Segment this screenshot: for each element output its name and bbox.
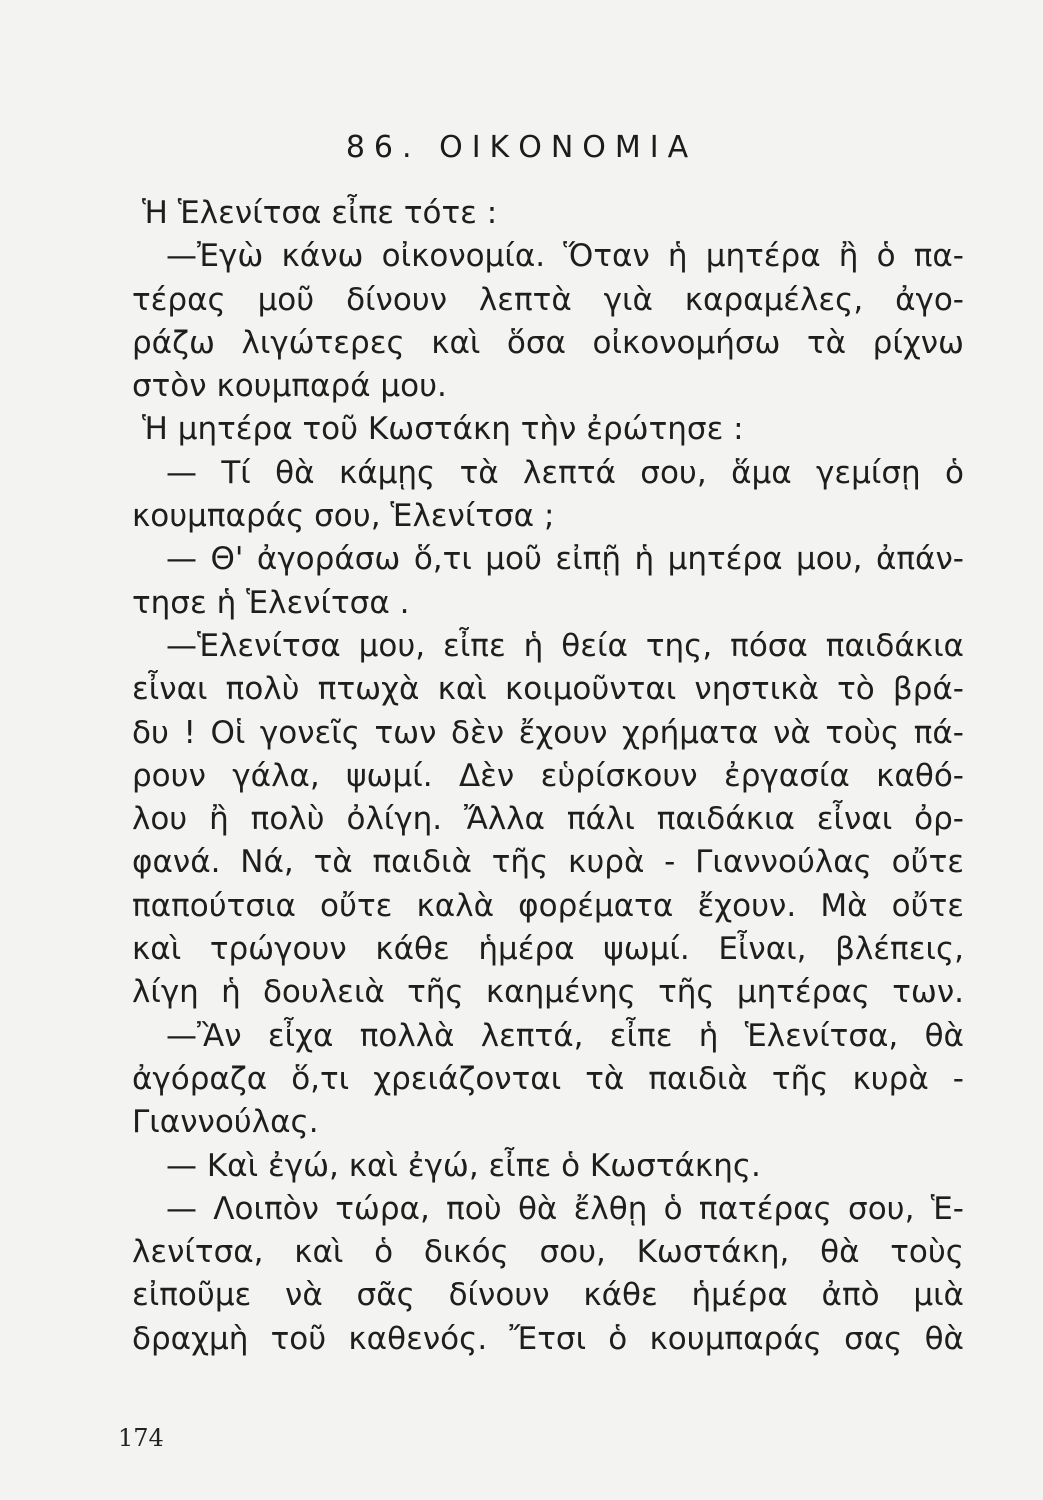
text-line: εἶναι πολὺ πτωχὰ καὶ κοιμοῦνται νηστικὰ τὸ βρά- [132, 671, 964, 708]
text-line: — Λοιπὸν τώρα, ποὺ θὰ ἔλθῃ ὁ πατέρας σου, Ἑ- [166, 1190, 964, 1227]
text-line: —Ἑλενίτσα μου, εἶπε ἡ θεία της, πόσα παιδάκια [166, 627, 964, 664]
text-line: — Τί θὰ κάμῃς τὰ λεπτά σου, ἅμα γεμίσῃ ὁ [166, 454, 964, 491]
text-line: φανά. Νά, τὰ παιδιὰ τῆς κυρὰ - Γιαννούλας οὔτε [132, 844, 964, 881]
page-number: 174 [118, 1424, 164, 1452]
text-line: καὶ τρώγουν κάθε ἡμέρα ψωμί. Εἶναι, βλέπεις, [132, 931, 964, 968]
text-line: —Ἂν εἶχα πολλὰ λεπτά, εἶπε ἡ Ἑλενίτσα, θὰ [166, 1017, 964, 1054]
text-line: εἰποῦμε νὰ σᾶς δίνουν κάθε ἡμέρα ἀπὸ μιὰ [132, 1277, 964, 1314]
text-line: — Καὶ ἐγώ, καὶ ἐγώ, εἶπε ὁ Κωστάκης. [166, 1147, 761, 1184]
text-line: Γιαννούλας. [132, 1104, 319, 1141]
text-line: στὸν κουμπαρά μου. [132, 368, 447, 405]
text-line: δυ ! Οἱ γονεῖς των δὲν ἔχουν χρήματα νὰ τοὺς πά- [132, 714, 964, 751]
text-line: —Ἐγὼ κάνω οἰκονομία. Ὅταν ἡ μητέρα ἢ ὁ πα- [166, 238, 964, 275]
text-line: λίγη ἡ δουλειὰ τῆς καημένης τῆς μητέρας των. [132, 974, 964, 1011]
text-line: Ἡ Ἑλενίτσα εἶπε τότε : [142, 195, 498, 231]
text-line: κουμπαράς σου, Ἑλενίτσα ; [132, 498, 555, 535]
text-line: παπούτσια οὔτε καλὰ φορέματα ἔχουν. Μὰ οὔτε [132, 887, 964, 924]
text-line: ράζω λιγώτερες καὶ ὅσα οἰκονομήσω τὰ ρίχνω [132, 324, 964, 361]
text-line: λενίτσα, καὶ ὁ δικός σου, Κωστάκη, θὰ τοὺς [132, 1234, 964, 1271]
body-text [132, 192, 964, 1361]
chapter-heading: 86. ΟΙΚΟΝΟΜΙΑ [345, 130, 698, 165]
text-line: ρουν γάλα, ψωμί. Δὲν εὑρίσκουν ἐργασία καθό- [132, 757, 964, 794]
text-line: δραχμὴ τοῦ καθενός. Ἔτσι ὁ κουμπαράς σας θὰ [132, 1320, 964, 1357]
text-line: λου ἢ πολὺ ὀλίγη. Ἄλλα πάλι παιδάκια εἶναι ὀρ- [132, 801, 964, 838]
text-line: ἀγόραζα ὅ,τι χρειάζονται τὰ παιδιὰ τῆς κυρὰ - [132, 1060, 964, 1097]
text-line: τησε ἡ Ἑλενίτσα . [132, 584, 410, 621]
text-line: τέρας μοῦ δίνουν λεπτὰ γιὰ καραμέλες, ἀγο- [132, 281, 964, 318]
text-line: — Θ' ἀγοράσω ὅ,τι μοῦ εἰπῇ ἡ μητέρα μου, ἀπάν- [166, 541, 964, 578]
text-line: Ἡ μητέρα τοῦ Κωστάκη τὴν ἐρώτησε : [142, 411, 744, 448]
